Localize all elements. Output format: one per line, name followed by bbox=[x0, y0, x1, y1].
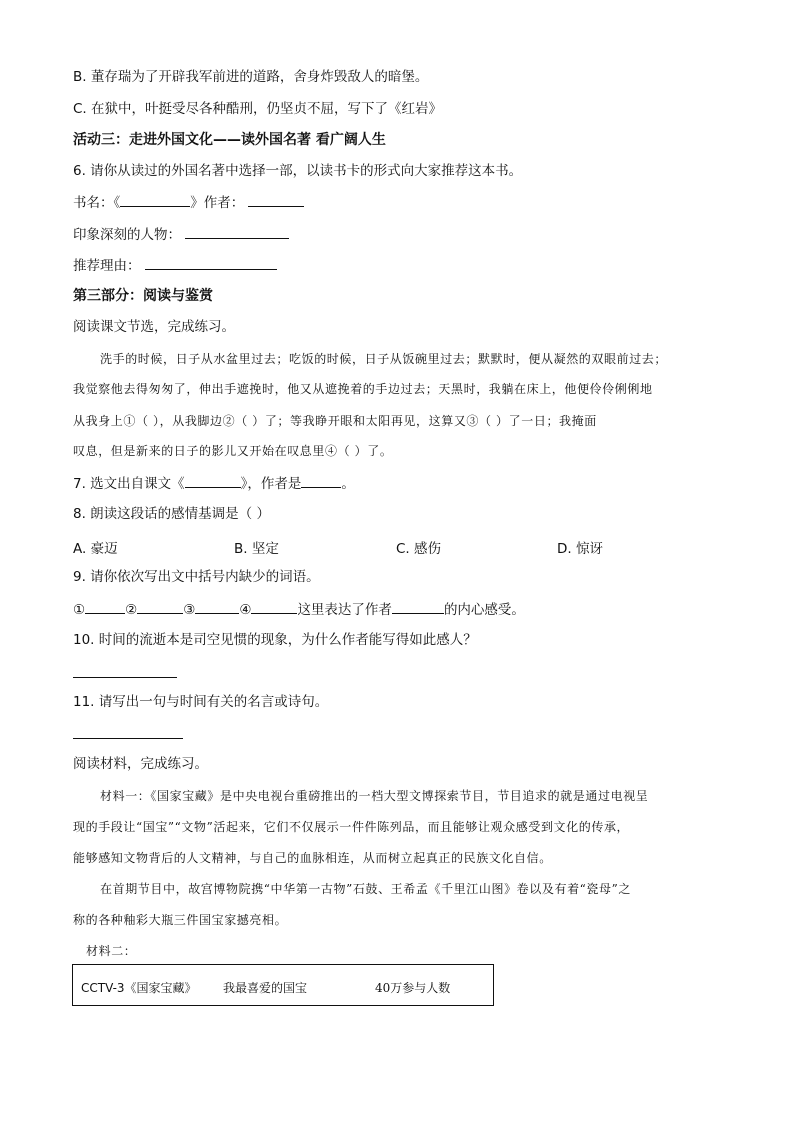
material-two-table bbox=[72, 964, 494, 1006]
feeling-blank[interactable] bbox=[392, 600, 444, 614]
reading-instruction: 阅读课文节选，完成练习。 bbox=[73, 319, 235, 335]
choice-b[interactable]: B. 坚定 bbox=[234, 541, 279, 557]
book-card-title-row bbox=[73, 193, 304, 212]
book-name-blank[interactable] bbox=[120, 193, 190, 207]
q7-middle: 》，作者是 bbox=[240, 476, 302, 492]
material-line: 称的各种釉彩大瓶三件国宝家撼亮相。 bbox=[73, 913, 288, 927]
mark-1: ① bbox=[73, 602, 86, 618]
author-blank[interactable] bbox=[248, 193, 304, 207]
table-cell: CCTV-3《国家宝藏》 bbox=[81, 981, 197, 995]
author-name-blank[interactable] bbox=[301, 474, 341, 488]
q7-prefix: 7. 选文出自课文《 bbox=[73, 476, 185, 492]
question-10: 10. 时间的流逝本是司空见惯的现象，为什么作者能写得如此感人？ bbox=[73, 632, 477, 648]
table-cell: 我最喜爱的国宝 bbox=[223, 981, 308, 995]
q9-tail-prefix: 这里表达了作者 bbox=[297, 602, 392, 618]
material-two-label: 材料二： bbox=[86, 944, 137, 958]
option-b: B. 董存瑞为了开辟我军前进的道路，舍身炸毁敌人的暗堡。 bbox=[73, 69, 429, 85]
character-label: 印象深刻的人物： bbox=[73, 227, 181, 243]
q7-suffix: 。 bbox=[341, 476, 355, 492]
answer-blank-1[interactable] bbox=[85, 600, 125, 614]
part-three-heading: 第三部分：阅读与鉴赏 bbox=[73, 288, 213, 304]
passage-line: 从我身上①（ ），从我脚边②（ ）了；等我睁开眼和太阳再见，这算又③（ ）了一日；我掩面 bbox=[73, 414, 597, 428]
answer-blank-3[interactable] bbox=[195, 600, 239, 614]
choice-d[interactable]: D. 惊讶 bbox=[557, 541, 603, 557]
passage-line: 洗手的时候，日子从水盆里过去；吃饭的时候，日子从饭碗里过去；默默时，便从凝然的双眼前过去； bbox=[100, 352, 668, 366]
reason-label: 推荐理由： bbox=[73, 258, 141, 274]
book-card-reason-row bbox=[73, 256, 277, 275]
book-name-label: 书名：《 bbox=[73, 195, 121, 211]
material-line: 在首期节目中，故宫博物院携“中华第一古物”石鼓、王希孟《千里江山图》卷以及有着“瓷母”之 bbox=[100, 882, 631, 896]
choice-a[interactable]: A. 豪迈 bbox=[73, 541, 118, 557]
question-11: 11. 请写出一句与时间有关的名言或诗句。 bbox=[73, 694, 329, 710]
book-card-character-row bbox=[73, 225, 289, 244]
passage-line: 我觉察他去得匆匆了，伸出手遮挽时，他又从遮挽着的手边过去；天黑时，我躺在床上，他便伶伶俐俐地 bbox=[73, 382, 653, 396]
mark-3: ③ bbox=[183, 602, 196, 618]
answer-line-10[interactable] bbox=[73, 677, 177, 678]
question-6: 6. 请你从读过的外国名著中选择一部，以读书卡的形式向大家推荐这本书。 bbox=[73, 163, 523, 179]
activity-three-heading: 活动三：走进外国文化——读外国名著 看广阔人生 bbox=[73, 132, 386, 148]
question-9-answer-row bbox=[73, 600, 525, 619]
table-cell: 40万参与人数 bbox=[375, 981, 451, 995]
reason-blank[interactable] bbox=[145, 256, 277, 270]
question-7 bbox=[73, 474, 355, 493]
passage-line: 叹息，但是新来的日子的影儿又开始在叹息里④（ ）了。 bbox=[73, 444, 393, 458]
lesson-title-blank[interactable] bbox=[185, 474, 241, 488]
choice-c[interactable]: C. 感伤 bbox=[396, 541, 442, 557]
answer-line-11[interactable] bbox=[73, 738, 183, 739]
character-blank[interactable] bbox=[185, 225, 289, 239]
material-line: 现的手段让“国宝”“文物”活起来，它们不仅展示一件件陈列品，而且能够让观众感受到文化的传承， bbox=[73, 820, 630, 834]
q9-tail-suffix: 的内心感受。 bbox=[443, 602, 525, 618]
material-line: 材料一：《国家宝藏》是中央电视台重磅推出的一档大型文博探索节目，节目追求的就是通过电视呈 bbox=[100, 789, 649, 803]
mark-2: ② bbox=[125, 602, 138, 618]
question-9: 9. 请你依次写出文中括号内缺少的词语。 bbox=[73, 569, 320, 585]
answer-blank-2[interactable] bbox=[137, 600, 183, 614]
question-8: 8. 朗读这段话的感情基调是（ ） bbox=[73, 506, 270, 522]
mark-4: ④ bbox=[239, 602, 252, 618]
material-line: 能够感知文物背后的人文精神，与自己的血脉相连，从而树立起真正的民族文化自信。 bbox=[73, 851, 552, 865]
author-label: 》作者： bbox=[190, 195, 245, 211]
material-instruction: 阅读材料，完成练习。 bbox=[73, 756, 208, 772]
option-c: C. 在狱中，叶挺受尽各种酷刑，仍坚贞不屈，写下了《红岩》 bbox=[73, 101, 443, 117]
answer-blank-4[interactable] bbox=[251, 600, 297, 614]
